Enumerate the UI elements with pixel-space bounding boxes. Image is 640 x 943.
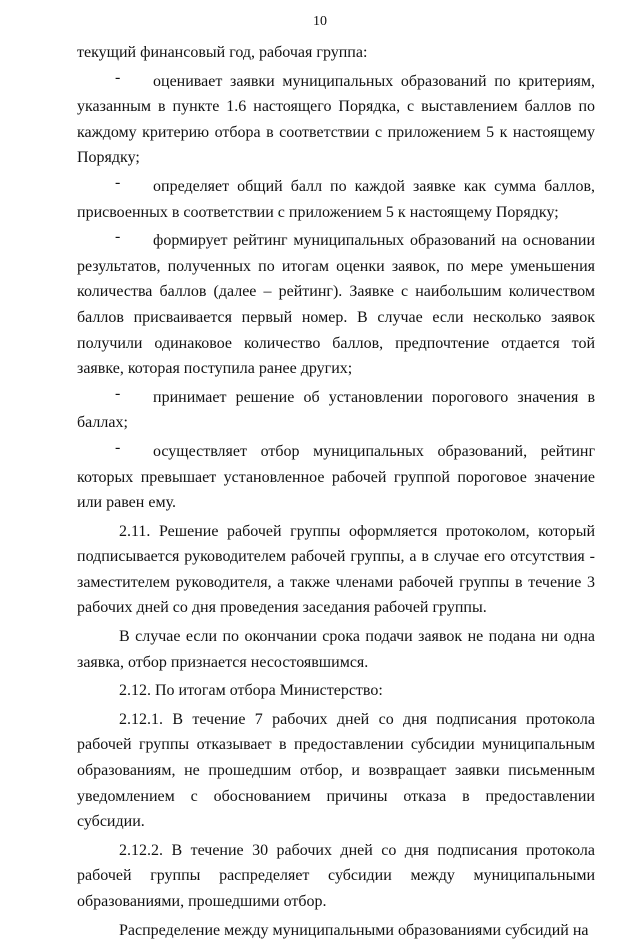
bullet-marker: - [115, 438, 121, 456]
paragraph-2-12: 2.12. По итогам отбора Министерство: [119, 682, 383, 700]
bullet-marker: - [115, 173, 121, 191]
paragraph-2-12-1: 2.12.1. В течение 7 рабочих дней со дня подписания протокола рабочей группы отказывает в предоставлении субсидии муниципальным образованиям, не прошедшим отбор, и возвращает заявки письменным уведомлением с обоснованием причины отказа в предоставлении субсидии. [77, 710, 595, 831]
bullet-text: осуществляет отбор муниципальных образований, рейтинг которых превышает установленное рабочей группой пороговое значение или равен ему. [77, 442, 595, 512]
paragraph-no-applications: В случае если по окончании срока подачи заявок не подана ни одна заявка, отбор признается несостоявшимся. [77, 628, 595, 671]
bullet-marker: - [115, 68, 121, 86]
bullet-text: формирует рейтинг муниципальных образований на основании результатов, полученных по итогам оценки заявок, по мере уменьшения количества баллов (далее – рейтинг). Заявке с наибольшим количеством баллов присваивается первый номер. В случае если несколько заявок получили одинаковое количество баллов, предпочтение отдается той заявке, которая поступила ранее других; [77, 232, 595, 378]
bullet-text: оценивает заявки муниципальных образований по критериям, указанным в пункте 1.6 настоящего Порядка, с выставлением баллов по каждому критерию отбора в соответствии с приложением 5 к настоящему Порядку; [77, 72, 595, 167]
document-body [77, 40, 595, 943]
bullet-marker: - [115, 384, 121, 402]
bullet-text: принимает решение об установлении порогового значения в баллах; [77, 388, 595, 432]
bullet-text: определяет общий балл по каждой заявке как сумма баллов, присвоенных в соответствии с приложением 5 к настоящему Порядку; [77, 177, 595, 221]
paragraph-distribution: Распределение между муниципальными образованиями субсидий на [119, 921, 589, 939]
bullet-item [77, 174, 595, 225]
bullet-item [77, 69, 595, 171]
paragraph-2-12-2: 2.12.2. В течение 30 рабочих дней со дня подписания протокола рабочей группы распределяет субсидии между муниципальными образованиями, прошедшими отбор. [77, 841, 595, 910]
paragraph-2-11: 2.11. Решение рабочей группы оформляется протоколом, который подписывается руководителем рабочей группы, а в случае его отсутствия - заместителем руководителя, а также членами рабочей группы в течение 3 рабочих дней со дня проведения заседания рабочей группы. [77, 522, 595, 617]
page-number: 10 [313, 14, 327, 29]
bullet-marker: - [115, 228, 121, 246]
paragraph-intro: текущий финансовый год, рабочая группа: [77, 44, 368, 61]
bullet-item [77, 439, 595, 516]
bullet-item [77, 385, 595, 436]
bullet-item [77, 228, 595, 382]
